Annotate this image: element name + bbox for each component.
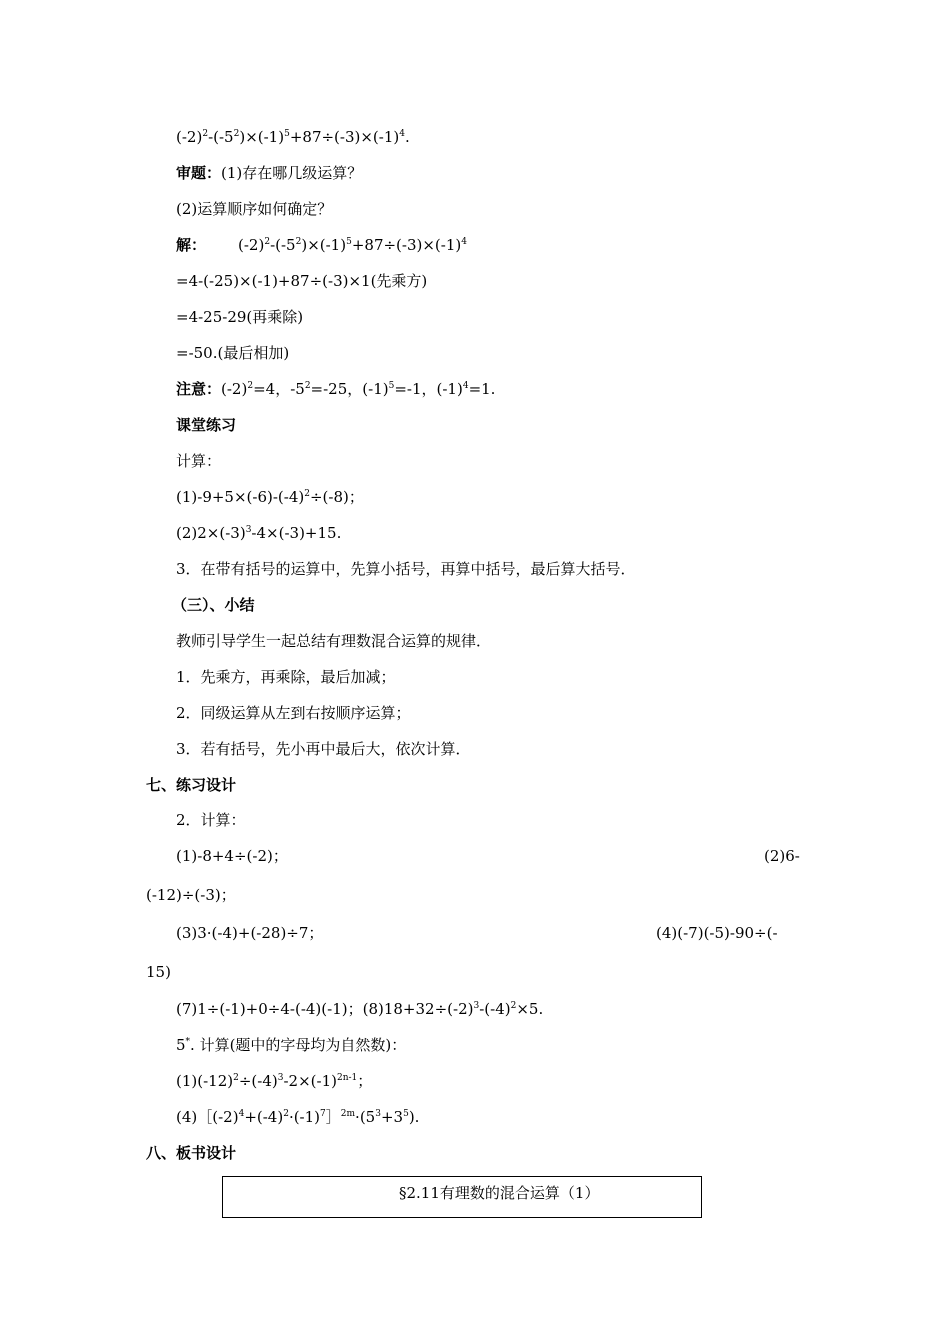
solution-step-1: =4-(-25)×(-1)+87÷(-3)×1(先乘方) (176, 272, 428, 290)
exercise-2-4-end: 15) (146, 963, 171, 981)
solution-step-2: =4-25-29(再乘除) (176, 308, 304, 326)
solution-expression: $(-2)^2-(-5^2)\times(-1)^5+87\div(-3)\times(-1)^4$ (238, 236, 467, 254)
classwork-heading: 课堂练习 (176, 416, 237, 434)
section-7-heading: 七、练习设计 (146, 776, 237, 794)
note-line: 注意：$(-2)^2=4$，$-5^2=-25$，$(-1)^5=-1$，$(-1)^4=1$. (176, 380, 496, 398)
classwork-problem-2: $(2)2\times(-3)^3-4\times(-3)+15$. (176, 524, 342, 542)
exercise-5-label: 5*. 计算(题中的字母均为自然数)： (176, 1036, 407, 1054)
exercise-2-4-start: (4)(-7)(-5)-90÷(- (656, 924, 778, 942)
shenti-q1: 审题：(1)存在哪几级运算？ (176, 164, 363, 182)
exercise-2-2-end: (-12)÷(-3)； (146, 886, 236, 904)
exercise-2-7-8: (7)1÷(-1)+0÷4-(-4)(-1)；$(8)18+32\div(-2)^3-(-4)^2\times 5$. (176, 1000, 544, 1018)
exercise-2-1: (1)-8+4÷(-2)； (176, 847, 288, 865)
section-8-heading: 八、板书设计 (146, 1144, 237, 1162)
exercise-5-4: $(4)[(-2)^4+(-4)^2\cdot(-1)^7]^{2m}\cdot(5^3+3^5)$. (176, 1108, 420, 1126)
exercise-2-label: 2．计算： (176, 811, 246, 829)
example-expression: $(-2)^2-(-5^2)\times(-1)^5+87\div(-3)\times(-1)^4$. (176, 128, 410, 146)
summary-heading: （三）、小结 (172, 596, 255, 614)
rule-3: 3．在带有括号的运算中，先算小括号，再算中括号，最后算大括号． (176, 560, 636, 578)
exercise-2-2-start: (2)6- (764, 847, 800, 865)
solution-label: 解： (176, 236, 207, 254)
exercise-5-1: $(1)(-12)^2\div(-4)^3-2\times(-1)^{2n-1}$； (176, 1072, 373, 1090)
classwork-problem-1: $(1)-9+5\times(-6)-(-4)^2\div(-8)$； (176, 488, 364, 506)
shenti-q2: (2)运算顺序如何确定？ (176, 200, 333, 218)
board-design-box (222, 1176, 702, 1218)
summary-item-3: 3．若有括号，先小再中最后大，依次计算． (176, 740, 471, 758)
summary-item-2: 2．同级运算从左到右按顺序运算； (176, 704, 411, 722)
board-title: §2.11有理数的混合运算（1） (399, 1184, 600, 1202)
summary-item-1: 1．先乘方，再乘除，最后加减； (176, 668, 396, 686)
summary-intro: 教师引导学生一起总结有理数混合运算的规律． (176, 632, 492, 650)
exercise-2-3: (3)3·(-4)+(-28)÷7； (176, 924, 324, 942)
classwork-intro: 计算： (176, 452, 222, 470)
solution-step-3: =-50.(最后相加) (176, 344, 290, 362)
